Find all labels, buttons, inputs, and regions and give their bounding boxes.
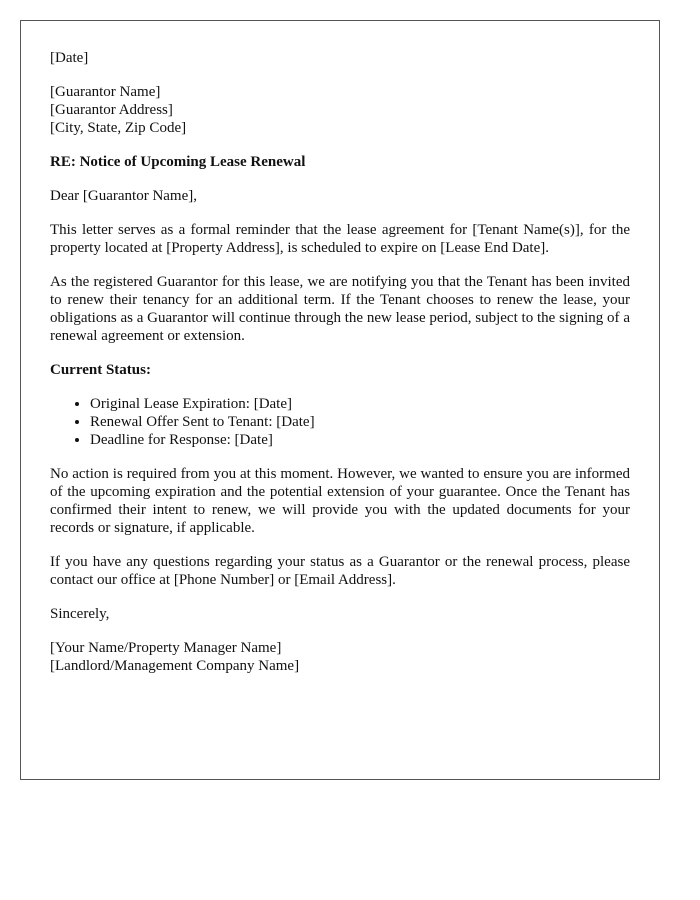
body-paragraph: As the registered Guarantor for this lease, we are notifying you that the Tenant has been invited to renew their tenancy for an additional term. If the Tenant chooses to renew the lease, your obligations as a Guarantor will continue through the new lease period, subject to the signing of a renewal agreement or extension. bbox=[50, 274, 630, 344]
letter-subject: RE: Notice of Upcoming Lease Renewal bbox=[50, 154, 306, 170]
recipient-address: [Guarantor Address] bbox=[50, 102, 173, 118]
letter-body bbox=[50, 49, 630, 691]
status-item: • Deadline for Response: [Date] bbox=[90, 431, 630, 449]
recipient-block bbox=[50, 83, 630, 137]
body-paragraph: No action is required from you at this moment. However, we wanted to ensure you are informed of the upcoming expiration and the potential extension of your guarantee. Once the Tenant has confirmed their intent to renew, we will provide you with the updated documents for your records or signature, if applicable. bbox=[50, 466, 630, 536]
letter-page bbox=[20, 20, 660, 780]
body-paragraph: If you have any questions regarding your status as a Guarantor or the renewal process, please contact our office at [Phone Number] or [Email Address]. bbox=[50, 554, 630, 588]
recipient-city-state-zip: [City, State, Zip Code] bbox=[50, 120, 187, 136]
sign-off: Sincerely, bbox=[50, 606, 110, 622]
letter-date: [Date] bbox=[50, 50, 89, 66]
signature-company: [Landlord/Management Company Name] bbox=[50, 658, 300, 674]
status-heading: Current Status: bbox=[50, 362, 151, 378]
status-list bbox=[50, 395, 630, 449]
body-paragraph: This letter serves as a formal reminder that the lease agreement for [Tenant Name(s)], for the property located at [Property Address], is scheduled to expire on [Lease End Date]. bbox=[50, 222, 630, 256]
signature-name: [Your Name/Property Manager Name] bbox=[50, 640, 282, 656]
salutation: Dear [Guarantor Name], bbox=[50, 188, 198, 204]
status-item: • Original Lease Expiration: [Date] bbox=[90, 395, 630, 413]
signature-block bbox=[50, 639, 630, 675]
recipient-name: [Guarantor Name] bbox=[50, 84, 161, 100]
status-item: • Renewal Offer Sent to Tenant: [Date] bbox=[90, 413, 630, 431]
